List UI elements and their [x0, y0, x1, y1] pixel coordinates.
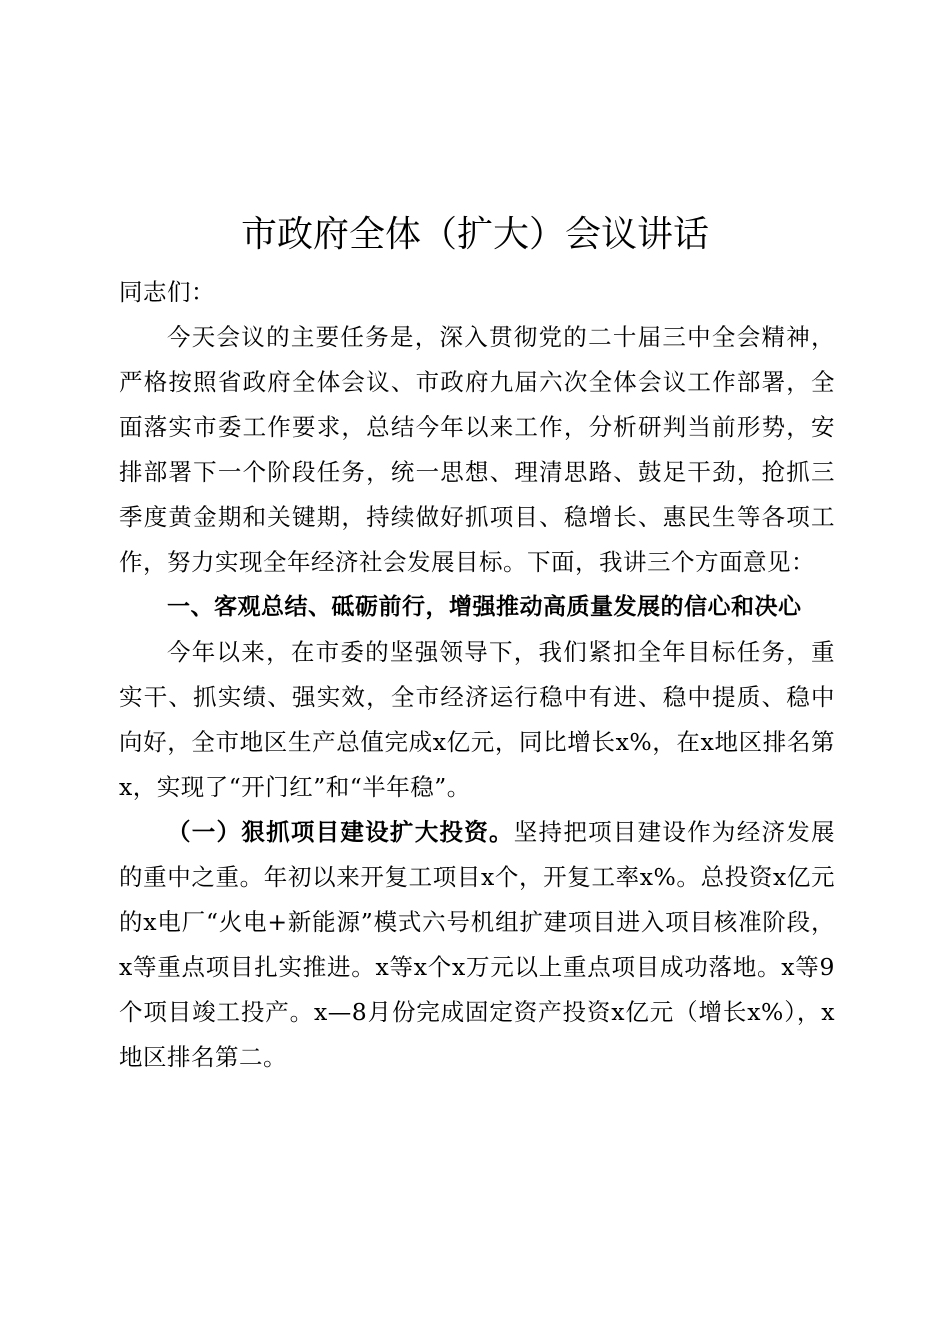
document-title: 市政府全体（扩大）会议讲话 [240, 214, 709, 255]
section-1-paragraph: 今年以来，在市委的坚强领导下，我们紧扣全年目标任务，重实干、抓实绩、强实效，全市经济运行稳中有进、稳中提质、稳中向好，全市地区生产总值完成x亿元，同比增长x%，在x地区排名第x，实现了“开门红”和“半年稳”。 [119, 638, 835, 801]
subsection-1-paragraph [119, 810, 835, 1080]
salutation: 同志们： [119, 278, 215, 306]
subsection-1-heading: （一）狠抓项目建设扩大投资。 [167, 818, 514, 846]
subsection-1-text: 坚持把项目建设作为经济发展的重中之重。年初以来开复工项目x个，开复工率x%。总投资x亿元的x电厂“火电+新能源”模式六号机组扩建项目进入项目核准阶段，x等重点项目扎实推进。x等x个x万元以上重点项目成功落地。x等9个项目竣工投产。x—8月份完成固定资产投资x亿元（增长x%），x地区排名第二。 [119, 818, 836, 1071]
section-heading-1: 一、客观总结、砥砺前行，增强推动高质量发展的信心和决心 [167, 594, 802, 620]
intro-paragraph: 今天会议的主要任务是，深入贯彻党的二十届三中全会精神，严格按照省政府全体会议、市政府九届六次全体会议工作部署，全面落实市委工作要求，总结今年以来工作，分析研判当前形势，安排部署下一个阶段任务，统一思想、理清思路、鼓足干劲，抢抓三季度黄金期和关键期，持续做好抓项目、稳增长、惠民生等各项工作，努力实现全年经济社会发展目标。下面，我讲三个方面意见： [119, 323, 835, 576]
document-body [119, 270, 835, 1080]
